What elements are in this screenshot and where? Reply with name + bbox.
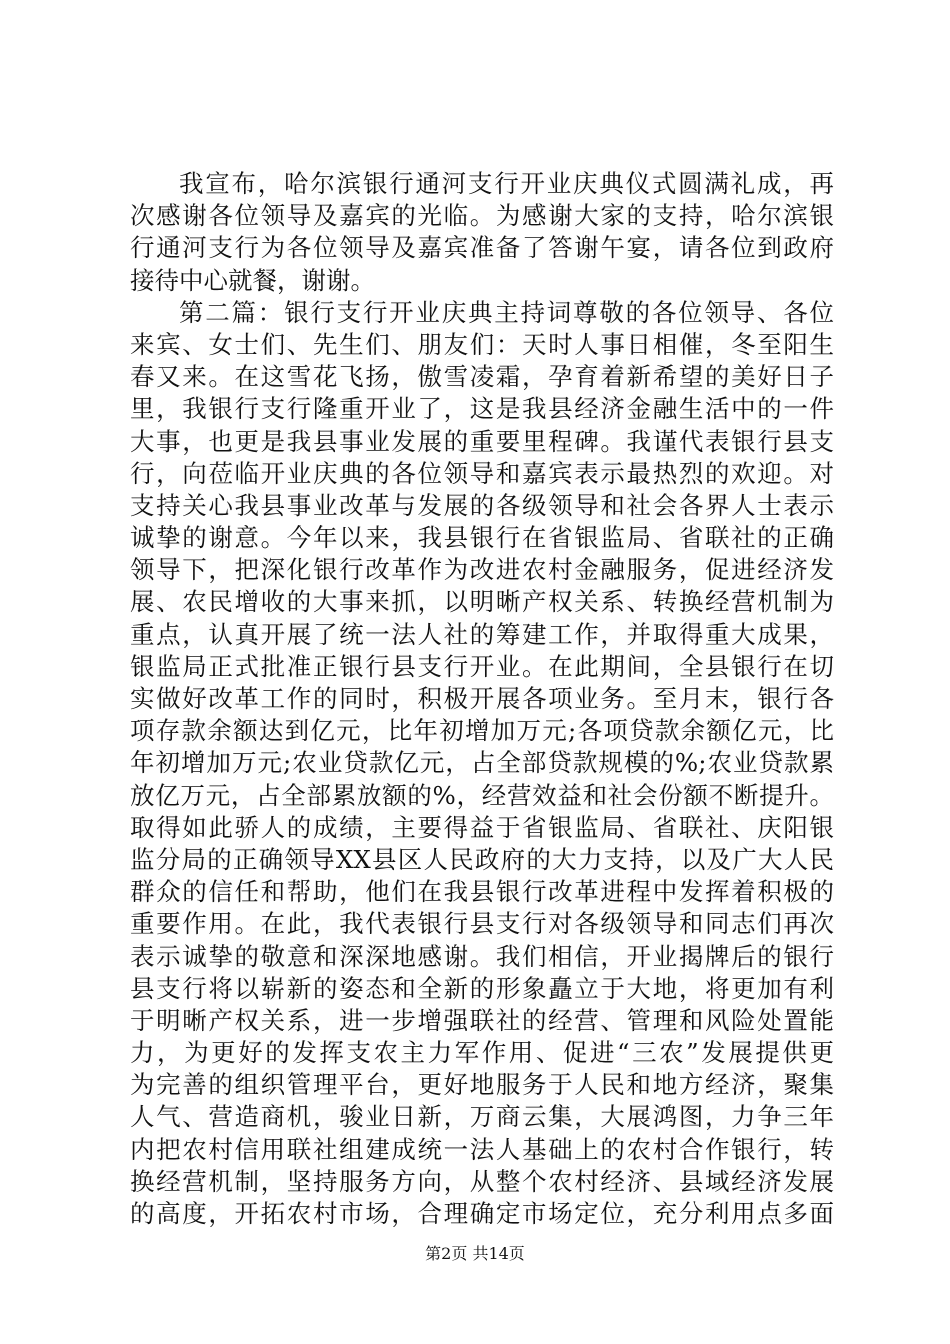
paragraph-line: 来宾、女士们、先生们、朋友们：天时人事日相催，冬至阳生 bbox=[130, 329, 834, 359]
paragraph-line: 展、农民增收的大事来抓，以明晰产权关系、转换经营机制为 bbox=[130, 587, 834, 617]
paragraph-line: 银监局正式批准正银行县支行开业。在此期间，全县银行在切 bbox=[130, 651, 834, 681]
paragraph-line: 年初增加万元;农业贷款亿元，占全部贷款规模的%;农业贷款累 bbox=[130, 748, 834, 778]
paragraph-line: 大事，也更是我县事业发展的重要里程碑。我谨代表银行县支 bbox=[130, 426, 834, 456]
paragraph-line: 力，为更好的发挥支农主力军作用、促进“三农”发展提供更 bbox=[130, 1038, 834, 1068]
paragraph-line: 诚挚的谢意。今年以来，我县银行在省银监局、省联社的正确 bbox=[130, 523, 834, 553]
paragraph-line: 第二篇：银行支行开业庆典主持词尊敬的各位领导、各位 bbox=[179, 297, 834, 327]
paragraph-line: 重点，认真开展了统一法人社的筹建工作，并取得重大成果， bbox=[130, 619, 834, 649]
paragraph-line: 于明晰产权关系，进一步增强联社的经营、管理和风险处置能 bbox=[130, 1005, 834, 1035]
paragraph-line: 重要作用。在此，我代表银行县支行对各级领导和同志们再次 bbox=[130, 909, 834, 939]
paragraph-line: 为完善的组织管理平台，更好地服务于人民和地方经济，聚集 bbox=[130, 1070, 834, 1100]
paragraph-line: 我宣布，哈尔滨银行通河支行开业庆典仪式圆满礼成，再 bbox=[179, 169, 834, 198]
paragraph-line: 县支行将以崭新的姿态和全新的形象矗立于大地，将更加有利 bbox=[130, 973, 834, 1003]
paragraph-line: 里，我银行支行隆重开业了，这是我县经济金融生活中的一件 bbox=[130, 394, 834, 424]
paragraph-line: 表示诚挚的敬意和深深地感谢。我们相信，开业揭牌后的银行 bbox=[130, 941, 834, 971]
paragraph-line: 放亿万元，占全部累放额的%，经营效益和社会份额不断提升。 bbox=[130, 780, 834, 810]
paragraph-line: 实做好改革工作的同时，积极开展各项业务。至月末，银行各 bbox=[130, 684, 834, 713]
paragraph-line: 次感谢各位领导及嘉宾的光临。为感谢大家的支持，哈尔滨银 bbox=[130, 201, 834, 231]
paragraph-line: 人气、营造商机，骏业日新，万商云集，大展鸿图，力争三年 bbox=[130, 1102, 834, 1132]
paragraph-line: 换经营机制，坚持服务方向，从整个农村经济、县域经济发展 bbox=[130, 1166, 834, 1196]
paragraph-line: 项存款余额达到亿元，比年初增加万元;各项贷款余额亿元，比 bbox=[130, 716, 834, 746]
paragraph-line: 接待中心就餐，谢谢。 bbox=[130, 265, 375, 295]
paragraph-line: 行，向莅临开业庆典的各位领导和嘉宾表示最热烈的欢迎。对 bbox=[130, 458, 834, 488]
paragraph-line: 行通河支行为各位领导及嘉宾准备了答谢午宴，请各位到政府 bbox=[130, 233, 834, 263]
paragraph-line: 的高度，开拓农村市场，合理确定市场定位，充分利用点多面 bbox=[130, 1199, 834, 1228]
paragraph-line: 监分局的正确领导XX县区人民政府的大力支持，以及广大人民 bbox=[130, 844, 834, 874]
page-number-footer: 第2页 共14页 bbox=[425, 1244, 525, 1263]
paragraph-line: 支持关心我县事业改革与发展的各级领导和社会各界人士表示 bbox=[130, 490, 834, 520]
body-text bbox=[130, 168, 834, 1230]
paragraph-line: 领导下，把深化银行改革作为改进农村金融服务，促进经济发 bbox=[130, 555, 834, 585]
paragraph-line: 内把农村信用联社组建成统一法人基础上的农村合作银行，转 bbox=[130, 1134, 834, 1164]
paragraph-line: 春又来。在这雪花飞扬，傲雪凌霜，孕育着新希望的美好日子 bbox=[130, 362, 834, 392]
paragraph-line: 取得如此骄人的成绩，主要得益于省银监局、省联社、庆阳银 bbox=[130, 812, 834, 842]
paragraph-line: 群众的信任和帮助，他们在我县银行改革进程中发挥着积极的 bbox=[130, 877, 834, 907]
